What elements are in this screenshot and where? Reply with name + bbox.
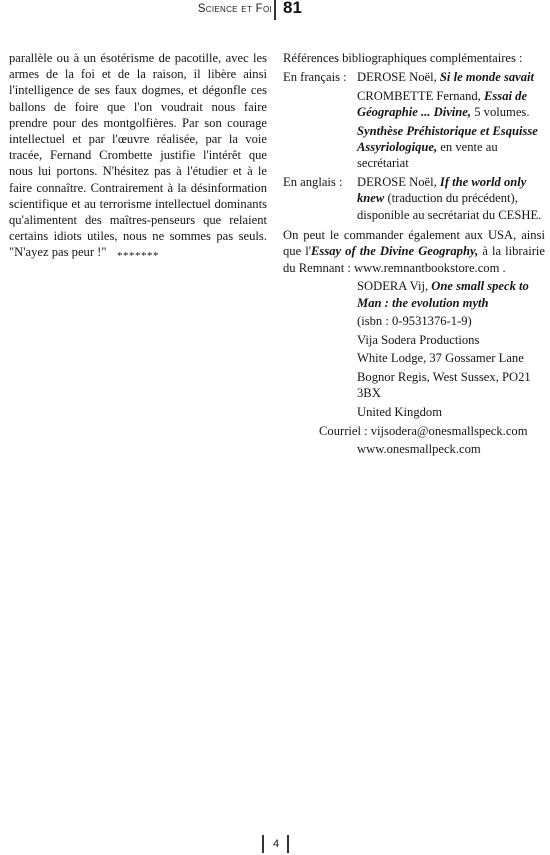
page-footer xyxy=(0,835,550,855)
sheet-number: 4 xyxy=(272,838,280,850)
section-separator: ******* xyxy=(117,250,159,262)
reference-author: DEROSE Noël, xyxy=(357,174,437,189)
reference-item xyxy=(357,123,545,172)
language-label-french: En français : xyxy=(283,70,347,85)
contact-reference xyxy=(357,278,545,311)
reference-author: DEROSE Noël, xyxy=(357,70,437,85)
reference-title: Synthèse Préhistorique et Esquisse Assyriologique, xyxy=(357,123,538,155)
address-line-1: White Lodge, 37 Gossamer Lane xyxy=(357,351,524,366)
body-paragraph: parallèle ou à un ésotérisme de pacotille, avec les armes de la foi et de la raison, il libère ainsi l'intelligence de ses faux dogmes, et dégonfle ces ballons de foire que l'on voudrait nous faire prendre pour des montgolfières. Par son courage intellectuel et par l'œuvre réalisée, par la voie tracée, Fernand Crombette justifie l'intérêt que nous lui portons. N'hésitez pas à l'étudier et à le faire connaître. Contrairement à la désinformation scientifique et au terrorisme intellectuel dominants qu'alimentent des maîtres-penseurs que relaient certains idiots utiles, nous ne sommes pas seuls. "N'ayez pas peur !" xyxy=(9,51,267,260)
isbn: (isbn : 0-9531376-1-9) xyxy=(357,314,472,329)
english-reference-item xyxy=(357,174,545,223)
address-line-2: Bognor Regis, West Sussex, PO21 3BX xyxy=(357,370,531,401)
page-number: 81 xyxy=(283,0,302,17)
footer-divider-left xyxy=(262,835,264,853)
language-label-english: En anglais : xyxy=(283,174,343,189)
reference-note: 5 volumes. xyxy=(474,105,530,120)
country: United Kingdom xyxy=(357,405,443,420)
order-note-text: On peut le commander également aux USA, ainsi que l' xyxy=(283,228,545,259)
french-reference-list xyxy=(357,69,545,173)
reference-title: Si le monde savait xyxy=(439,70,535,85)
order-note xyxy=(283,227,545,276)
header-divider xyxy=(274,0,276,20)
running-header xyxy=(0,0,550,22)
order-note-link-text: à la librairie du Remnant : www.remnantbookstore.com . xyxy=(283,244,545,275)
references-heading: Références bibliographiques complémentaires : xyxy=(283,51,523,65)
website: www.onesmallpeck.com xyxy=(357,442,481,457)
footer-divider-right xyxy=(287,835,289,853)
email-line: Courriel : vijsodera@onesmallspeck.com xyxy=(319,423,528,438)
french-references xyxy=(283,69,545,173)
reference-note: (traduction du précédent), disponible au secrétariat du CESHE. xyxy=(357,191,542,222)
reference-note: en vente au secrétariat xyxy=(357,140,498,171)
reference-title: Essai de Géographie ... Divine, xyxy=(357,88,528,120)
reference-item xyxy=(357,69,545,85)
running-title: Science et Foi xyxy=(197,3,272,15)
left-column xyxy=(9,50,267,261)
reference-author: SODERA Vij, xyxy=(357,279,429,294)
contact-block xyxy=(357,278,545,420)
right-column xyxy=(283,50,545,457)
order-note-title: Essay of the Divine Geography, xyxy=(311,244,479,259)
publisher: Vija Sodera Productions xyxy=(357,332,480,347)
reference-item xyxy=(357,88,545,121)
reference-title: If the world only knew xyxy=(357,174,527,206)
reference-title: One small speck to Man : the evolution myth xyxy=(357,279,529,310)
reference-author: CROMBETTE Fernand, xyxy=(357,88,481,103)
english-references xyxy=(283,174,545,223)
